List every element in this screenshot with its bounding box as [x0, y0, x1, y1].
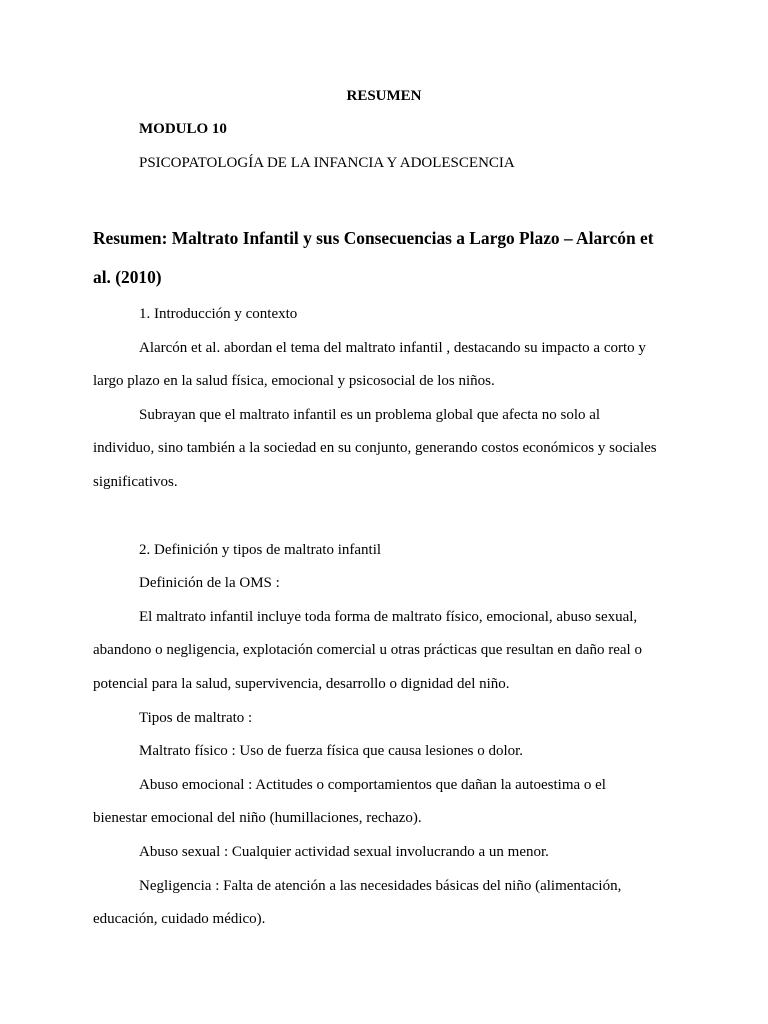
paragraph-line: Subrayan que el maltrato infantil es un problema global que afecta no solo al: [139, 407, 601, 423]
list-item: Abuso sexual : Cualquier actividad sexual involucrando a un menor.: [139, 844, 549, 860]
resumen-label: RESUMEN: [346, 88, 422, 104]
section-1-heading: 1. Introducción y contexto: [139, 306, 298, 322]
paragraph-line: potencial para la salud, supervivencia, desarrollo o dignidad del niño.: [93, 676, 510, 692]
list-item: Abuso emocional : Actitudes o comportamientos que dañan la autoestima o el: [139, 777, 606, 793]
course-title: PSICOPATOLOGÍA DE LA INFANCIA Y ADOLESCENCIA: [139, 155, 515, 171]
paragraph-line: abandono o negligencia, explotación comercial u otras prácticas que resultan en daño real o: [93, 642, 642, 658]
paragraph-line: Alarcón et al. abordan el tema del maltrato infantil , destacando su impacto a corto y: [139, 340, 646, 356]
paragraph-line: individuo, sino también a la sociedad en su conjunto, generando costos económicos y sociales: [93, 440, 657, 456]
list-item: Maltrato físico : Uso de fuerza física que causa lesiones o dolor.: [139, 743, 524, 759]
paragraph-line: largo plazo en la salud física, emocional y psicosocial de los niños.: [93, 373, 495, 389]
paragraph-line: significativos.: [93, 474, 178, 490]
tipos-label: Tipos de maltrato :: [139, 710, 253, 726]
modulo-label: MODULO 10: [139, 121, 227, 137]
paragraph-line: El maltrato infantil incluye toda forma de maltrato físico, emocional, abuso sexual,: [139, 609, 638, 625]
list-item-continuation: bienestar emocional del niño (humillaciones, rechazo).: [93, 810, 422, 826]
document-title-line-2: al. (2010): [93, 267, 162, 287]
section-2-heading: 2. Definición y tipos de maltrato infantil: [139, 542, 382, 558]
oms-definition-label: Definición de la OMS :: [139, 575, 280, 591]
list-item-continuation: educación, cuidado médico).: [93, 911, 266, 927]
list-item: Negligencia : Falta de atención a las necesidades básicas del niño (alimentación,: [139, 878, 622, 894]
document-title-line-1: Resumen: Maltrato Infantil y sus Consecuencias a Largo Plazo – Alarcón et: [93, 228, 654, 248]
